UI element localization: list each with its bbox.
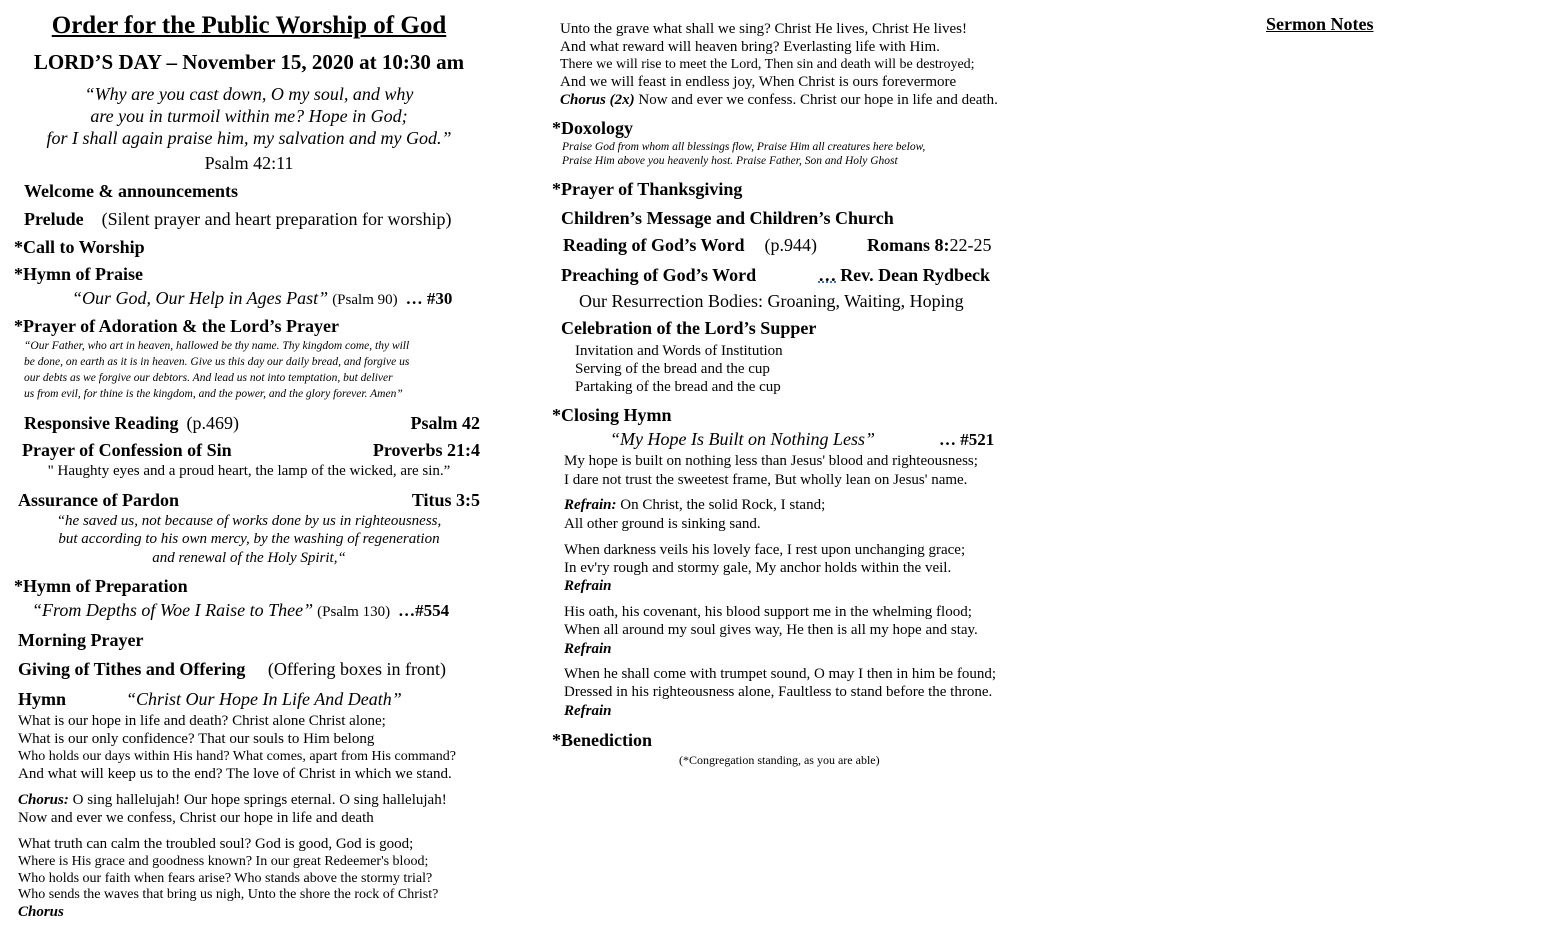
hymn-verse-line: And we will feast in endless joy, When Christ is ours forevermore	[560, 74, 957, 90]
hymn-verse-line: Where is His grace and goodness known? In our great Redeemer's blood;	[18, 854, 429, 869]
thanksgiving-heading: *Prayer of Thanksgiving	[552, 179, 743, 199]
refrain-marker: Refrain	[564, 641, 612, 657]
closing-verse-line: When darkness veils his lovely face, I rest upon unchanging grace;	[564, 542, 966, 558]
reading-ref-verses: 22-25	[949, 235, 992, 255]
hymn-praise-heading: *Hymn of Praise	[14, 264, 143, 284]
responsive-reading-page: (p.469)	[186, 413, 240, 433]
confession-row	[22, 440, 480, 461]
call-to-worship-heading: *Call to Worship	[14, 237, 145, 257]
sermon-notes-heading: Sermon Notes	[1266, 14, 1374, 34]
closing-verse-line: I dare not trust the sweetest frame, But wholly lean on Jesus' name.	[564, 472, 968, 488]
tithes-row	[18, 659, 446, 680]
hymn-label: Hymn	[18, 689, 67, 709]
hymn-prep-heading: *Hymn of Preparation	[14, 576, 188, 596]
chorus-label: Chorus:	[18, 792, 69, 808]
prelude-label: Prelude	[24, 209, 84, 229]
hymn-verse-line: What truth can calm the troubled soul? God is good, God is good;	[18, 836, 414, 852]
hymn-chorus-line	[560, 92, 998, 109]
confession-ref: Proverbs 21:4	[372, 440, 480, 460]
hymn-row	[18, 689, 402, 710]
responsive-reading-label: Responsive Reading	[24, 413, 179, 433]
lords-prayer-line: be done, on earth as it is in heaven. Give us this day our daily bread, and forgive us	[24, 356, 410, 368]
doxology-heading: *Doxology	[552, 118, 633, 138]
standing-note: (*Congregation standing, as you are able)	[679, 753, 880, 767]
hymn-verse-line: There we will rise to meet the Lord, Then sin and death will be destroyed;	[560, 57, 975, 72]
hymn-praise-number: … #30	[405, 289, 453, 308]
hymn-verse-line: Unto the grave what shall we sing? Christ He lives, Christ He lives!	[560, 21, 968, 37]
assurance-row	[18, 490, 480, 511]
tithes-label: Giving of Tithes and Offering	[18, 659, 246, 679]
childrens-message-heading: Children’s Message and Children’s Church	[561, 208, 894, 228]
responsive-reading-ref: Psalm 42	[410, 413, 480, 433]
preaching-label: Preaching of God’s Word	[561, 265, 757, 285]
prelude-row	[24, 209, 452, 230]
closing-hymn-heading: *Closing Hymn	[552, 405, 672, 425]
closing-verse-line: His oath, his covenant, his blood support me in the whelming flood;	[564, 604, 972, 620]
welcome-heading: Welcome & announcements	[24, 181, 238, 201]
supper-item: Partaking of the bread and the cup	[575, 379, 781, 395]
refrain-marker: Refrain	[564, 703, 612, 719]
supper-heading: Celebration of the Lord’s Supper	[561, 318, 817, 338]
hymn-verse-line: Who sends the waves that bring us nigh, Unto the shore the rock of Christ?	[18, 887, 439, 902]
hymn-praise-title: “Our God, Our Help in Ages Past”	[72, 288, 329, 308]
lords-prayer-line: our debts as we forgive our debtors. And lead us not into temptation, but deliver	[24, 372, 393, 384]
epigraph-line: are you in turmoil within me? Hope in God;	[90, 106, 408, 126]
closing-verse-line: When he shall come with trumpet sound, O may I then in him be found;	[564, 666, 996, 682]
closing-hymn-title: “My Hope Is Built on Nothing Less”	[610, 429, 876, 449]
closing-hymn-number: … #521	[939, 430, 995, 449]
refrain-text: On Christ, the solid Rock, I stand;	[620, 497, 826, 513]
closing-verse-line: When all around my soul gives way, He then is all my hope and stay.	[564, 622, 978, 638]
doxology-line: Praise God from whom all blessings flow, Praise Him all creatures here below,	[562, 141, 926, 153]
hymn-praise-row	[72, 288, 452, 309]
closing-hymn-row	[610, 429, 994, 450]
closing-verse-line: My hope is built on nothing less than Jesus' blood and righteousness;	[564, 453, 978, 469]
sermon-title: Our Resurrection Bodies: Groaning, Waiting, Hoping	[579, 291, 964, 311]
prelude-note: (Silent prayer and heart preparation for worship)	[101, 209, 452, 229]
preacher-name: Rev. Dean Rydbeck	[840, 265, 991, 285]
hymn-prep-title: “From Depths of Woe I Raise to Thee”	[32, 600, 314, 620]
preaching-dots: …	[818, 265, 837, 285]
chorus-text: O sing hallelujah! Our hope springs eternal. O sing hallelujah!	[72, 792, 447, 808]
assurance-ref: Titus 3:5	[411, 490, 480, 510]
chorus-2x-label: Chorus (2x)	[560, 92, 635, 108]
confession-label: Prayer of Confession of Sin	[22, 440, 232, 460]
hymn-verse-line: What is our hope in life and death? Christ alone Christ alone;	[18, 713, 386, 729]
lords-prayer-line: us from evil, for thine is the kingdom, and the power, and the glory forever. Amen”	[24, 388, 403, 400]
assurance-line: and renewal of the Holy Spirit,“	[152, 550, 346, 566]
hymn-verse-line: Who holds our faith when fears arise? Who stands above the stormy trial?	[18, 871, 433, 886]
reading-page: (p.944)	[764, 235, 818, 255]
hymn-verse-line: What is our only confidence? That our souls to Him belong	[18, 731, 375, 747]
reading-ref-book: Romans 8:	[867, 235, 950, 255]
refrain-line	[564, 497, 825, 514]
epigraph-line: “Why are you cast down, O my soul, and why	[84, 84, 414, 104]
hymn-chorus-line: Now and ever we confess, Christ our hope in life and death	[18, 810, 374, 826]
tithes-note: (Offering boxes in front)	[267, 659, 446, 679]
hymn-prep-row	[32, 600, 449, 621]
confession-quote: " Haughty eyes and a proud heart, the lamp of the wicked, are sin.”	[47, 463, 451, 479]
preaching-row	[561, 265, 990, 286]
date-line: LORD’S DAY – November 15, 2020 at 10:30 am	[33, 50, 465, 74]
lords-prayer-line: “Our Father, who art in heaven, hallowed be thy name. Thy kingdom come, thy will	[24, 340, 410, 352]
adoration-heading: *Prayer of Adoration & the Lord’s Prayer	[14, 316, 339, 336]
morning-prayer-heading: Morning Prayer	[18, 630, 144, 650]
epigraph-ref: Psalm 42:11	[204, 153, 294, 173]
assurance-line: but according to his own mercy, by the washing of regeneration	[58, 531, 440, 547]
assurance-line: “he saved us, not because of works done by us in righteousness,	[56, 513, 442, 529]
assurance-label: Assurance of Pardon	[18, 490, 179, 510]
closing-verse-line: In ev'ry rough and stormy gale, My anchor holds within the veil.	[564, 560, 952, 576]
supper-item: Invitation and Words of Institution	[575, 343, 783, 359]
hymn-praise-ref: (Psalm 90)	[332, 292, 398, 308]
supper-item: Serving of the bread and the cup	[575, 361, 770, 377]
reading-label: Reading of God’s Word	[563, 235, 745, 255]
benediction-heading: *Benediction	[552, 730, 653, 750]
doxology-line: Praise Him above you heavenly host. Praise Father, Son and Holy Ghost	[562, 155, 898, 167]
page-title: Order for the Public Worship of God	[51, 12, 447, 39]
closing-verse-line: Dressed in his righteousness alone, Faultless to stand before the throne.	[564, 684, 993, 700]
hymn-verse-line: And what reward will heaven bring? Everlasting life with Him.	[560, 39, 940, 55]
hymn-verse-line: And what will keep us to the end? The love of Christ in which we stand.	[18, 766, 452, 782]
hymn-prep-ref: (Psalm 130)	[317, 604, 391, 620]
reading-row	[563, 235, 992, 256]
epigraph-line: for I shall again praise him, my salvation and my God.”	[46, 128, 452, 148]
chorus-2x-text: Now and ever we confess. Christ our hope in life and death.	[638, 92, 998, 108]
chorus-marker: Chorus	[18, 904, 64, 920]
hymn-title: “Christ Our Hope In Life And Death”	[126, 689, 402, 709]
refrain-label: Refrain:	[564, 497, 617, 513]
refrain-line: All other ground is sinking sand.	[564, 516, 761, 532]
hymn-chorus-line	[18, 792, 447, 809]
responsive-reading-row	[24, 413, 480, 434]
hymn-prep-number: …#554	[398, 601, 450, 620]
hymn-verse-line: Who holds our days within His hand? What comes, apart from His command?	[18, 749, 456, 764]
refrain-marker: Refrain	[564, 578, 612, 594]
